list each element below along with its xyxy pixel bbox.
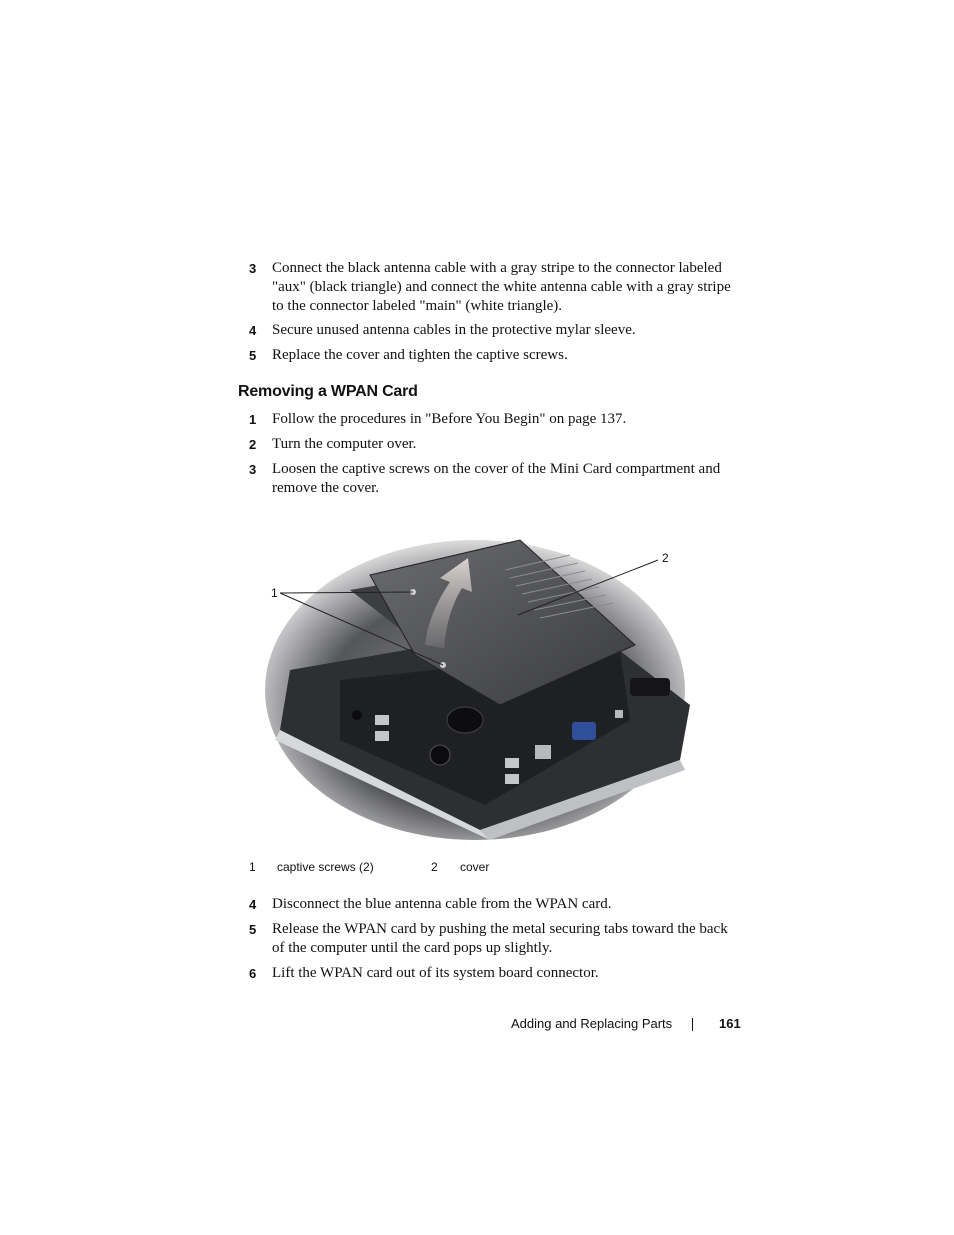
usb-port xyxy=(505,774,519,784)
callout-1-label: 1 xyxy=(271,586,278,600)
step-6-lift-card xyxy=(249,964,749,983)
step-number: 1 xyxy=(249,412,257,427)
step-number: 4 xyxy=(249,323,257,338)
step-number: 3 xyxy=(249,261,257,276)
usb-port xyxy=(505,758,519,768)
step-5-replace-cover xyxy=(249,346,749,365)
step-text: Disconnect the blue antenna cable from the WPAN card. xyxy=(272,896,612,912)
audio-jack xyxy=(352,710,362,720)
card-slot xyxy=(630,678,670,696)
page-number: 161 xyxy=(719,1016,741,1031)
laptop-cover-removal-illustration xyxy=(260,530,700,840)
step-4-secure-cables xyxy=(249,321,749,340)
step-text: Follow the procedures in "Before You Begin" on page 137. xyxy=(272,411,627,427)
vga-port xyxy=(572,722,596,740)
step-number: 2 xyxy=(249,437,257,452)
laptop-illustration-graphic xyxy=(260,530,700,840)
step-text: Release the WPAN card by pushing the metal securing tabs toward the back of the computer until the card pops up slightly. xyxy=(272,921,728,956)
step-4-disconnect-cable xyxy=(249,895,749,914)
step-2-turn-over xyxy=(249,435,749,454)
step-number: 5 xyxy=(249,348,257,363)
step-5-release-card xyxy=(249,920,749,958)
step-3-loosen-screws xyxy=(249,460,749,498)
step-3-connect-cables xyxy=(249,259,749,316)
callout-2-label: 2 xyxy=(662,551,669,565)
step-1-before-you-begin xyxy=(249,410,749,429)
s-video-port xyxy=(430,745,450,765)
step-text: Lift the WPAN card out of its system board connector. xyxy=(272,965,599,981)
step-text: Secure unused antenna cables in the protective mylar sleeve. xyxy=(272,322,636,338)
step-text: Loosen the captive screws on the cover of the Mini Card compartment and remove the cover. xyxy=(272,461,721,496)
step-number: 6 xyxy=(249,966,257,981)
legend-number: 2 xyxy=(431,860,438,874)
step-text: Connect the black antenna cable with a gray stripe to the connector labeled "aux" (black triangle) and connect the white antenna cable with a gray stripe to the connector labeled "main" (white triangle). xyxy=(272,260,731,314)
footer-separator xyxy=(692,1018,693,1031)
usb-port xyxy=(375,731,389,741)
step-number: 5 xyxy=(249,922,257,937)
usb-port xyxy=(375,715,389,725)
legend-number: 1 xyxy=(249,860,256,874)
step-text: Turn the computer over. xyxy=(272,436,417,452)
legend-label: cover xyxy=(460,860,490,874)
footer-section-title: Adding and Replacing Parts xyxy=(511,1016,673,1031)
firewire-port xyxy=(615,710,623,718)
section-heading: Removing a WPAN Card xyxy=(238,383,418,400)
legend-label: captive screws (2) xyxy=(277,860,374,874)
step-number: 3 xyxy=(249,462,257,477)
rubber-foot xyxy=(447,707,483,733)
step-number: 4 xyxy=(249,897,257,912)
network-port xyxy=(535,745,551,759)
step-text: Replace the cover and tighten the captive screws. xyxy=(272,347,568,363)
